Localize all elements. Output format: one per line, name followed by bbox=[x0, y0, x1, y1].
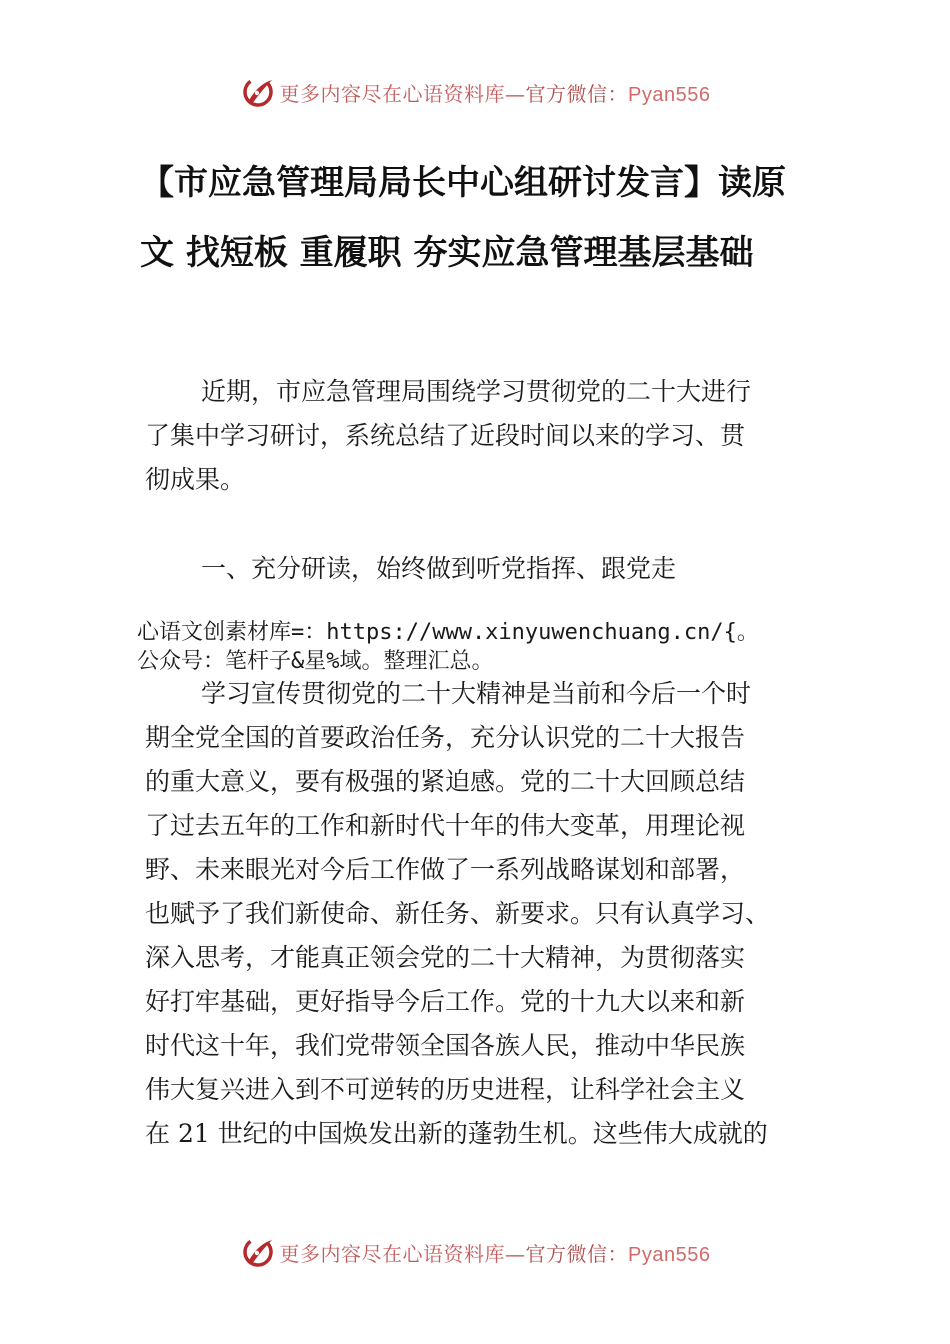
banner-wechat-id: Pyan556 bbox=[628, 1243, 711, 1266]
paragraph-line: 也赋予了我们新使命、新任务、新要求。只有认真学习、 bbox=[145, 899, 771, 928]
paragraph-line: 近期，市应急管理局围绕学习贯彻党的二十大进行 bbox=[201, 377, 752, 406]
banner-wechat-id: Pyan556 bbox=[628, 83, 711, 106]
source-notice bbox=[137, 618, 837, 676]
notice-line-url: 心语文创素材库=：https://www.xinyuwenchuang.cn/{。 bbox=[137, 620, 759, 645]
banner-wechat-label: 官方微信： bbox=[525, 81, 629, 106]
intro-paragraph bbox=[145, 370, 810, 502]
paragraph-line: 好打牢基础，更好指导今后工作。党的十九大以来和新 bbox=[145, 987, 746, 1016]
paragraph-line: 的重大意义，要有极强的紧迫感。党的二十大回顾总结 bbox=[145, 767, 746, 796]
title-line-2: 文 找短板 重履职 夯实应急管理基层基础 bbox=[140, 233, 754, 273]
header-banner bbox=[0, 70, 950, 114]
paragraph-line: 在 21 世纪的中国焕发出新的蓬勃生机。这些伟大成就的 bbox=[145, 1119, 768, 1148]
banner-text bbox=[280, 78, 711, 107]
paragraph-line: 期全党全国的首要政治任务，充分认识党的二十大报告 bbox=[145, 723, 746, 752]
section-heading-text: 一、充分研读，始终做到听党指挥、跟党走 bbox=[201, 554, 677, 583]
paragraph-line: 深入思考，才能真正领会党的二十大精神，为贯彻落实 bbox=[145, 943, 746, 972]
paragraph-line: 野、未来眼光对今后工作做了一系列战略谋划和部署， bbox=[145, 855, 746, 884]
banner-main-text: 更多内容尽在心语资料库 bbox=[279, 1241, 506, 1266]
paragraph-line: 时代这十年，我们党带领全国各族人民，推动中华民族 bbox=[145, 1031, 746, 1060]
notice-line-account: 公众号：笔杆子&星%域。整理汇总。 bbox=[137, 649, 494, 674]
body-paragraph bbox=[145, 672, 810, 1156]
document-title bbox=[140, 148, 820, 288]
banner-text bbox=[280, 1238, 711, 1267]
paragraph-line: 彻成果。 bbox=[145, 465, 246, 494]
paragraph-line: 伟大复兴进入到不可逆转的历史进程，让科学社会主义 bbox=[145, 1075, 746, 1104]
brush-logo-icon bbox=[240, 1234, 276, 1270]
section-heading bbox=[145, 547, 810, 591]
paragraph-line: 了过去五年的工作和新时代十年的伟大变革，用理论视 bbox=[145, 811, 746, 840]
footer-banner bbox=[0, 1230, 950, 1274]
banner-wechat-label: 官方微信： bbox=[525, 1241, 629, 1266]
banner-main-text: 更多内容尽在心语资料库 bbox=[279, 81, 506, 106]
paragraph-line: 了集中学习研讨，系统总结了近段时间以来的学习、贯 bbox=[145, 421, 746, 450]
banner-dash: — bbox=[505, 1241, 526, 1266]
paragraph-line: 学习宣传贯彻党的二十大精神是当前和今后一个时 bbox=[201, 679, 752, 708]
brush-logo-icon bbox=[240, 74, 276, 110]
banner-dash: — bbox=[505, 81, 526, 106]
title-line-1: 【市应急管理局局长中心组研讨发言】读原 bbox=[140, 163, 786, 203]
